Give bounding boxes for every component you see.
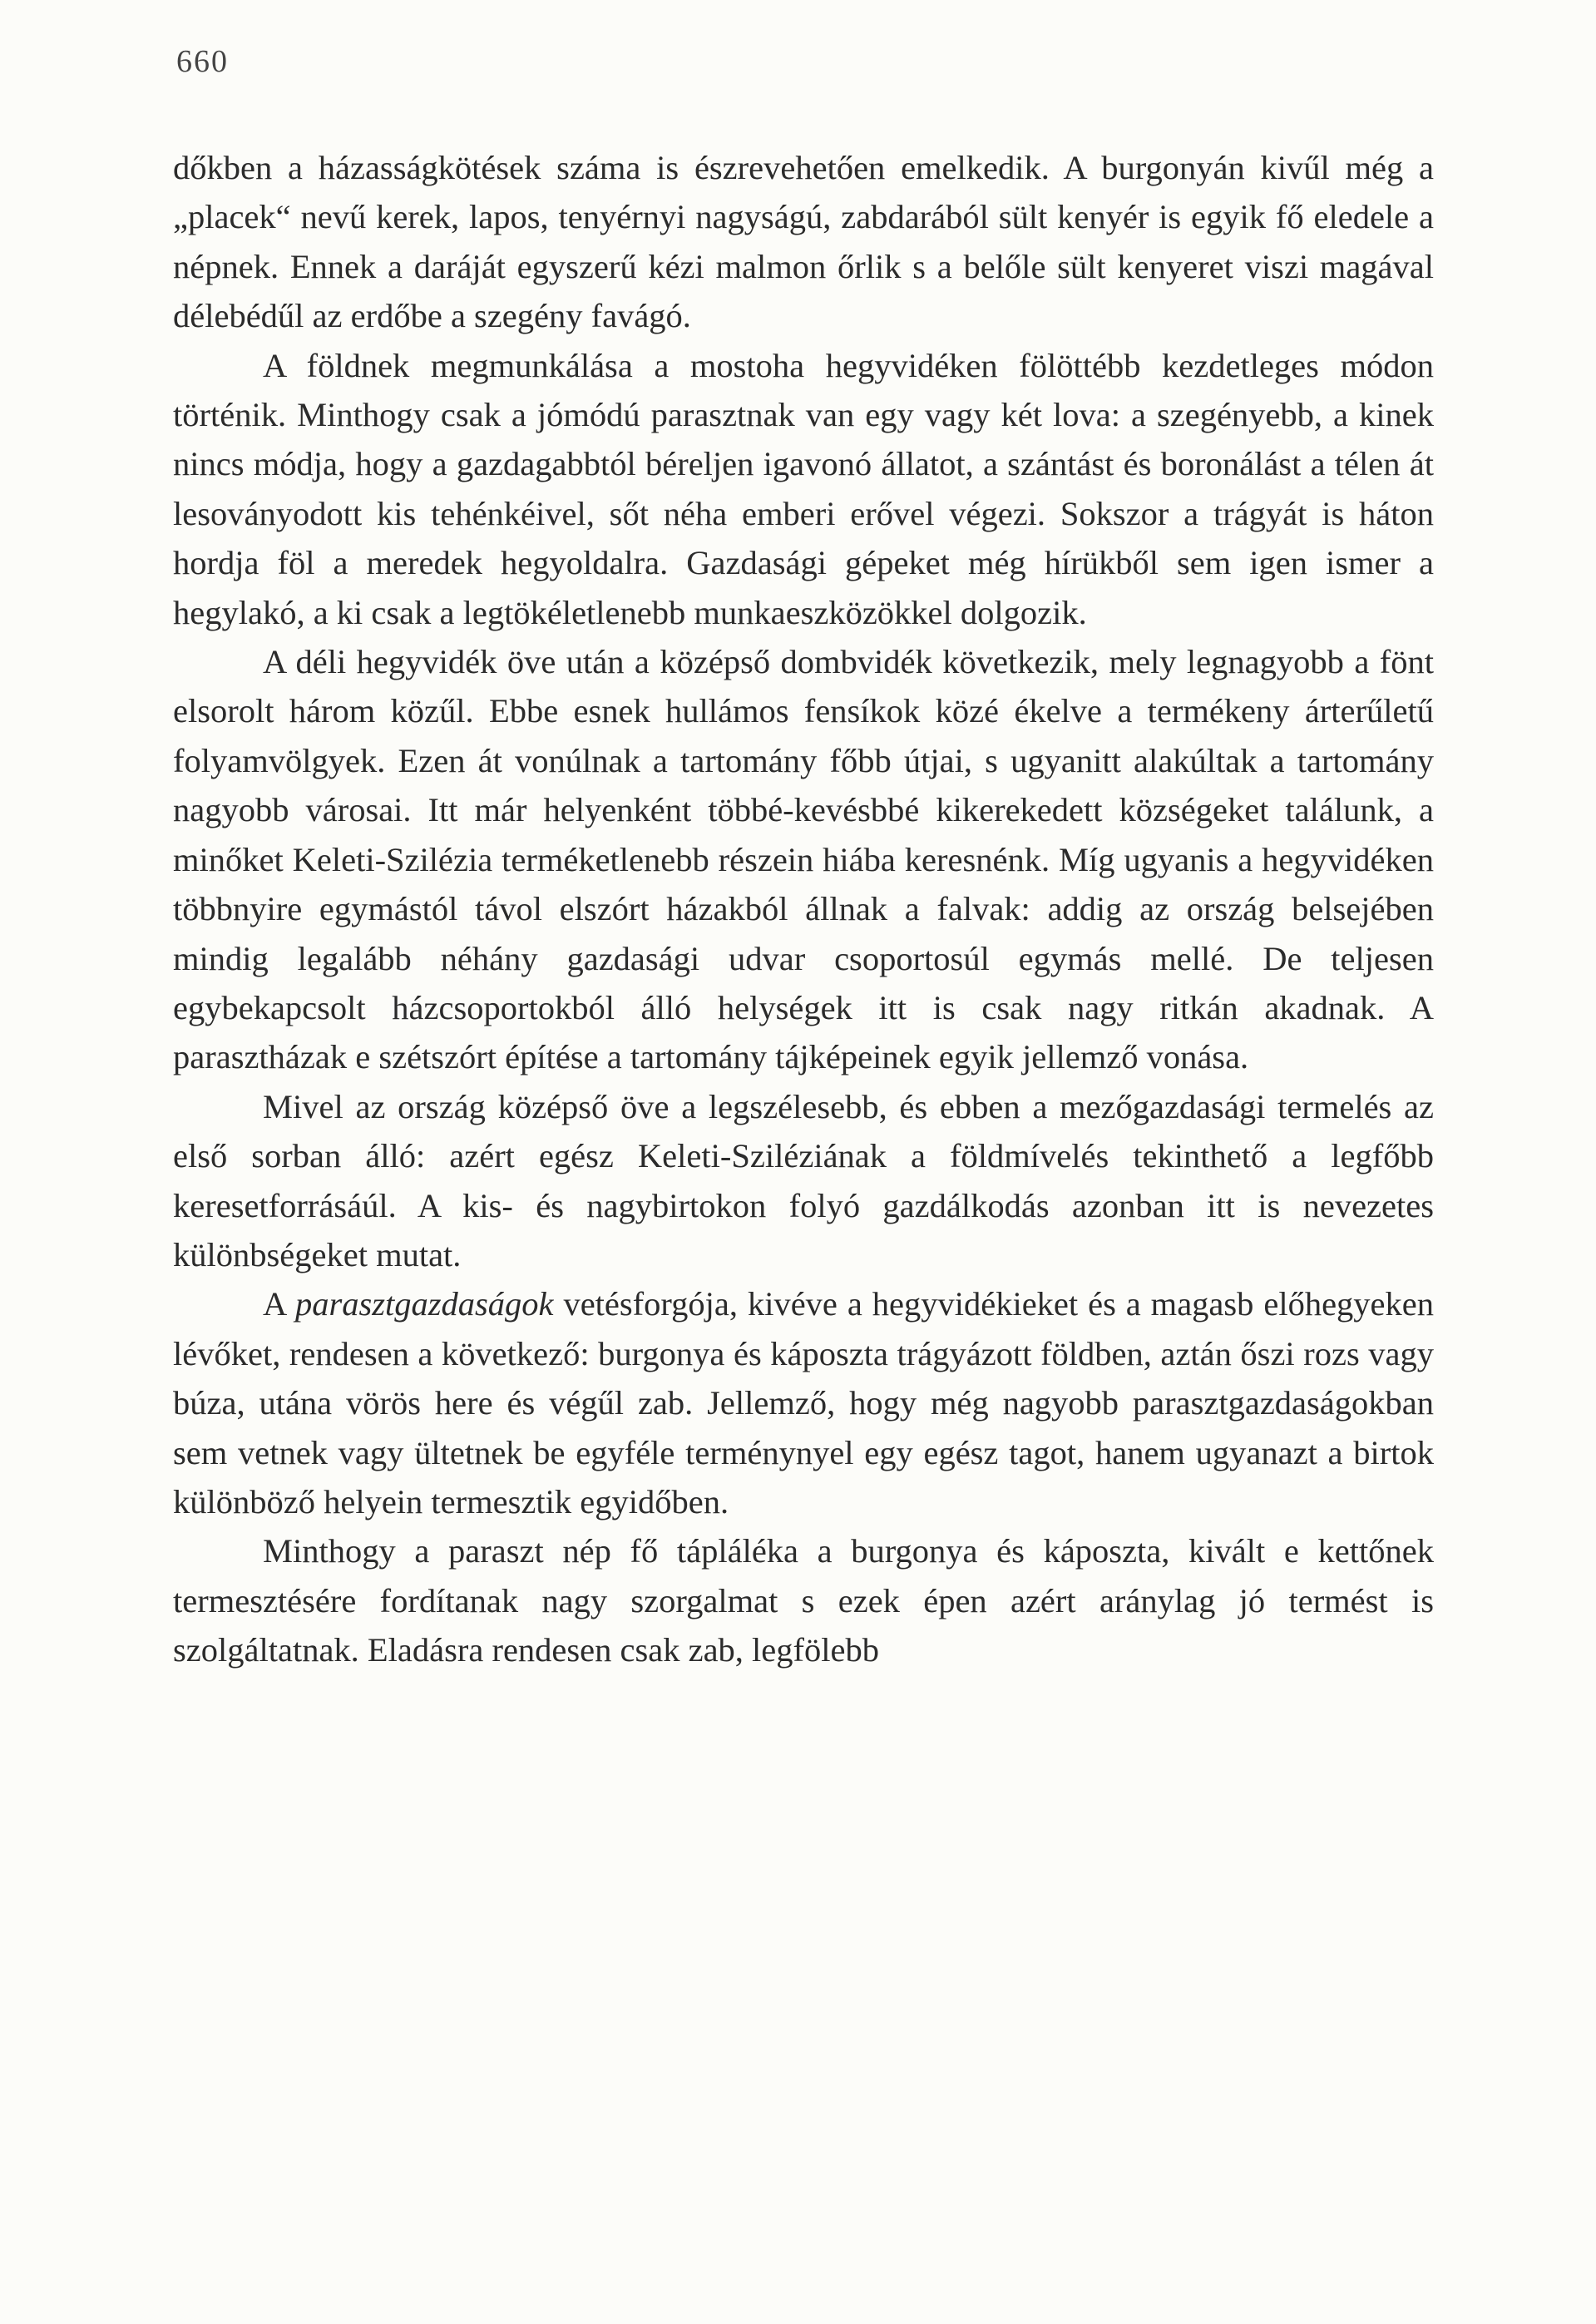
paragraph-3: A déli hegyvidék öve után a középső dombvidék következik, mely legnagyobb a fönt elsorolt három közűl. Ebbe esnek hullámos fensíkok közé ékelve a termékeny árterűletű folyamvölgyek. Ezen át vonúlnak a tartomány főbb útjai, s ugyanitt alakúltak a tartomány nagyobb városai. Itt már helyenként többé-kevésbbé kikerekedett községeket találunk, a minőket Keleti-Szilézia terméketlenebb részein hiába keresnénk. Míg ugyanis a hegyvidéken többnyire egymástól távol elszórt házakból állnak a falvak: addig az ország belsejében mindig legalább néhány gazdasági udvar csoportosúl egymás mellé. De teljesen egybekapcsolt házcsoportokból álló helységek itt is csak nagy ritkán akadnak. A parasztházak e szétszórt építése a tartomány tájképeinek egyik jellemző vonása. [173, 643, 1434, 1076]
paragraph-6: Minthogy a paraszt nép fő tápláléka a burgonya és káposzta, kivált e kettőnek termesztésére fordítanak nagy szorgalmat s ezek épen azért aránylag jó termést is szolgáltatnak. Eladásra rendesen csak zab, legfölebb [173, 1532, 1434, 1669]
page-number: 660 [176, 44, 229, 79]
paragraph-5-lead: A [263, 1285, 295, 1323]
paragraph-2: A földnek megmunkálása a mostoha hegyvidéken fölöttébb kezdetleges módon történik. Minthogy csak a jómódú parasztnak van egy vagy két lova: a szegényebb, a kinek nincs módja, hogy a gazdagabbtól béreljen igavonó állatot, a szántást és boronálást a télen át lesoványodott kis tehénkéivel, sőt néha emberi erővel végezi. Sokszor a trágyát is háton hordja föl a meredek hegyoldalra. Gazdasági gépeket még hírükből sem igen ismer a hegylakó, a ki csak a legtökéletlenebb munkaeszközökkel dolgozik. [173, 346, 1434, 631]
paragraph-5 [173, 1279, 1434, 1526]
paragraph-1: dőkben a házasságkötések száma is észrevehetően emelkedik. A burgonyán kivűl még a „placek“ nevű kerek, lapos, tenyérnyi nagyságú, zabdarából sült kenyér is egyik fő eledele a népnek. Ennek a daráját egyszerű kézi malmon őrlik s a belőle sült kenyeret viszi magával délebédűl az erdőbe a szegény favágó. [173, 149, 1434, 335]
paragraph-4: Mivel az ország középső öve a legszélesebb, és ebben a mezőgazdasági termelés az első sorban álló: azért egész Keleti-Sziléziának a földmívelés tekinthető a legfőbb keresetforrásáúl. A kis- és nagybirtokon folyó gazdálkodás azonban itt is nevezetes különbségeket mutat. [173, 1087, 1434, 1273]
italic-term: parasztgazdaságok [294, 1285, 554, 1323]
body-text [173, 143, 1434, 1675]
paragraph-5-rest: vetésforgója, kivéve a hegyvidékieket és a magasb előhegyeken lévőket, rendesen a következő: burgonya és káposzta trágyázott földben, aztán őszi rozs vagy búza, utána vörös here és végűl zab. Jellemző, hogy még nagyobb parasztgazdaságokban sem vetnek vagy ültetnek be egyféle terménynyel egy egész tagot, hanem ugyanazt a birtok különböző helyein termesztik egyidőben. [173, 1285, 1434, 1520]
